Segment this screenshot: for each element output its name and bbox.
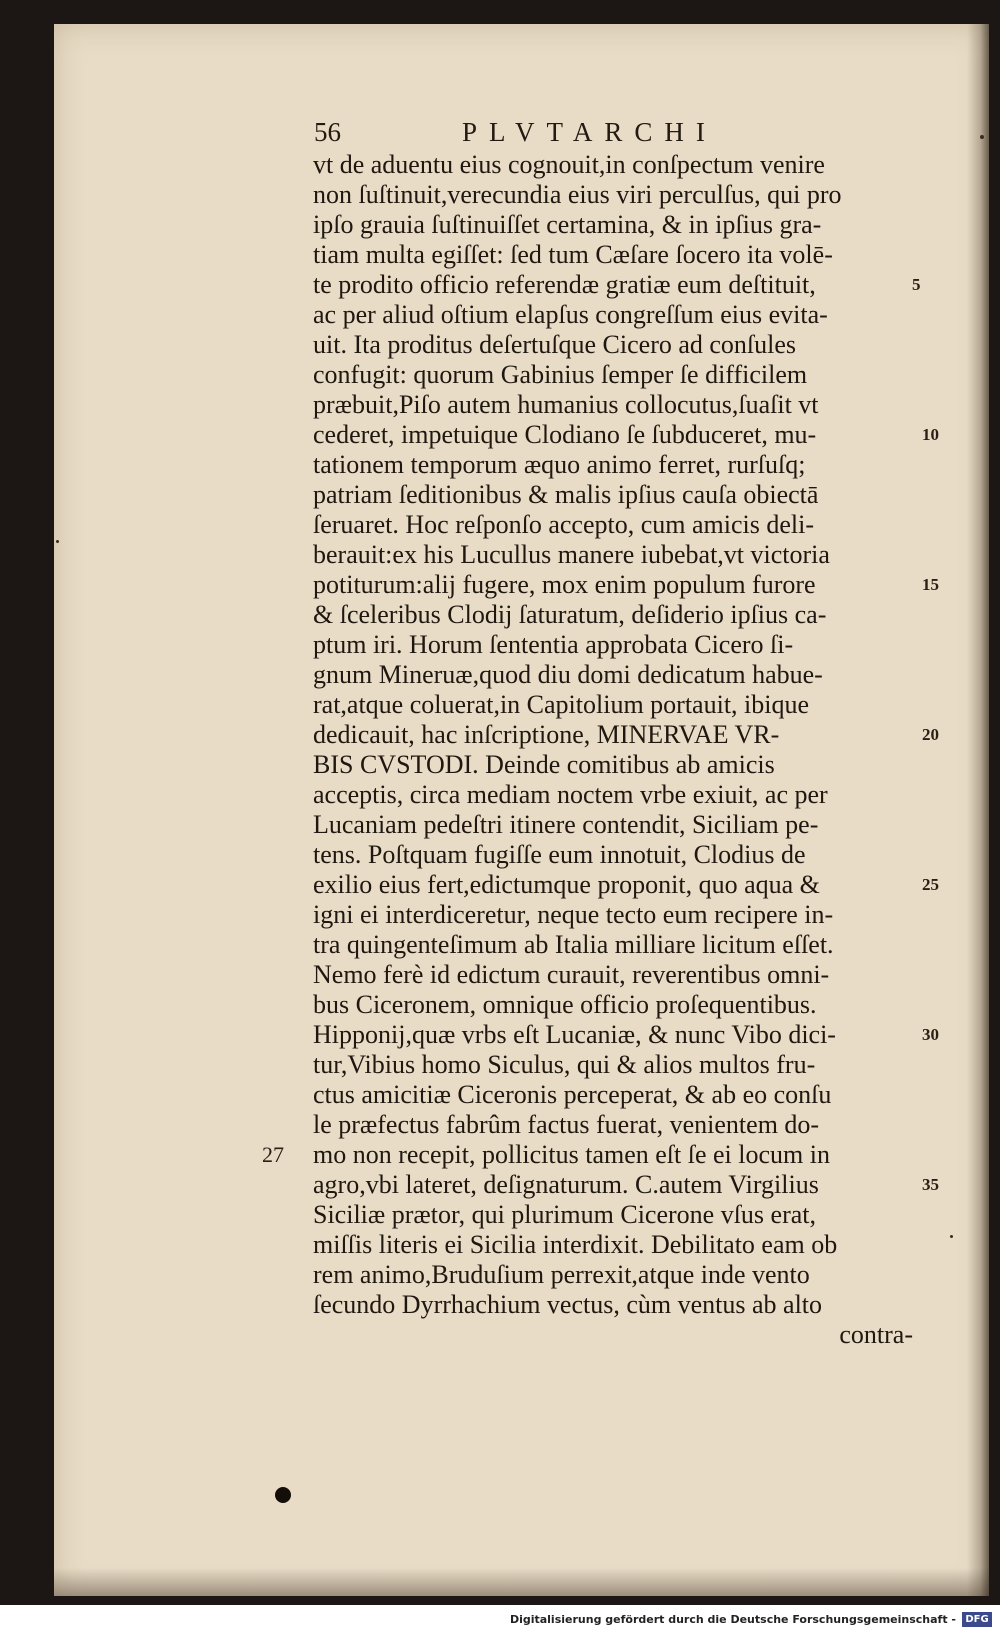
page-header — [314, 112, 774, 152]
page-edge-shadow — [967, 24, 989, 1596]
line-number-35: 35 — [922, 1175, 939, 1194]
running-head: PLVTARCHI — [462, 117, 717, 147]
text-line-20: dedicauit, hac inſcriptione, MINERVAE VR- — [313, 720, 780, 749]
text-line-13: ſeruaret. Hoc reſponſo accepto, cum amicis deli- — [313, 510, 815, 539]
text-line-39: ſecundo Dyrrhachium vectus, cùm ventus ab alto — [313, 1290, 823, 1319]
text-line-35: agro,vbi lateret, deſignaturum. C.autem Virgilius — [313, 1170, 819, 1199]
text-line-38: rem animo,Bruduſium perrexit,atque inde vento — [313, 1260, 810, 1289]
dfg-logo: DFG — [962, 1612, 992, 1627]
margin-note: 27 — [262, 1142, 284, 1167]
text-line-19: rat,atque coluerat,in Capitolium portauit, ibique — [313, 690, 810, 719]
text-line-7: uit. Ita proditus deſertuſque Cicero ad conſules — [313, 330, 797, 359]
page-bottom-shadow — [54, 1568, 989, 1596]
text-line-30: Hipponij,quæ vrbs eſt Lucaniæ, & nunc Vibo dici- — [313, 1020, 836, 1049]
line-number-25: 25 — [922, 875, 939, 894]
text-line-25: exilio eius fert,edictumque proponit, quo aqua & — [313, 870, 820, 899]
ink-speck — [980, 135, 984, 139]
digitization-footer — [0, 1605, 1000, 1637]
ink-speck — [950, 1235, 953, 1238]
text-line-15: potiturum:alij fugere, mox enim populum furore — [313, 570, 816, 599]
line-number-15: 15 — [922, 575, 939, 594]
text-line-17: ptum iri. Horum ſententia approbata Cicero ſi- — [313, 630, 794, 659]
text-line-31: tur,Vibius homo Siculus, qui & alios multos fru- — [313, 1050, 816, 1079]
text-line-27: tra quingenteſimum ab Italia milliare licitum eſſet. — [313, 930, 834, 959]
text-line-16: & ſceleribus Clodij ſaturatum, deſiderio ipſius ca- — [313, 600, 827, 629]
text-line-2: non ſuſtinuit,verecundia eius viri perculſus, qui pro — [313, 180, 842, 209]
page-number: 56 — [314, 117, 341, 147]
text-line-11: tationem temporum æquo animo ferret, rurſuſq; — [313, 450, 806, 479]
text-line-22: acceptis, circa mediam noctem vrbe exiuit, ac per — [313, 780, 828, 809]
line-number-20: 20 — [922, 725, 939, 744]
text-line-4: tiam multa egiſſet: ſed tum Cæſare ſocero ita volē- — [313, 240, 833, 269]
text-line-37: miſſis literis ei Sicilia interdixit. Debilitato eam ob — [313, 1230, 838, 1259]
text-line-26: igni ei interdiceretur, neque tecto eum recipere in- — [313, 900, 834, 929]
text-line-9: præbuit,Piſo autem humanius collocutus,ſuaſit vt — [313, 390, 819, 419]
text-line-34: mo non recepit, pollicitus tamen eſt ſe ei locum in — [313, 1140, 830, 1169]
text-line-29: bus Ciceronem, omnique officio proſequentibus. — [313, 990, 817, 1019]
text-line-36: Siciliæ prætor, qui plurimum Cicerone vſus erat, — [313, 1200, 817, 1229]
text-line-5: te prodito officio referendæ gratiæ eum deſtituit, — [313, 270, 816, 299]
text-line-33: le præfectus fabrûm factus fuerat, venientem do- — [313, 1110, 820, 1139]
line-number-5: 5 — [912, 275, 921, 294]
text-line-21: BIS CVSTODI. Deinde comitibus ab amicis — [313, 750, 775, 779]
text-line-24: tens. Poſtquam fugiſſe eum innotuit, Clodius de — [313, 840, 806, 869]
text-line-8: confugit: quorum Gabinius ſemper ſe difficilem — [313, 360, 808, 389]
body-text — [313, 150, 913, 1350]
text-line-23: Lucaniam pedeſtri itinere contendit, Siciliam pe- — [313, 810, 819, 839]
line-number-10: 10 — [922, 425, 939, 444]
line-number-30: 30 — [922, 1025, 939, 1044]
funding-note: Digitalisierung gefördert durch die Deutsche Forschungsgemeinschaft - — [509, 1613, 956, 1626]
text-line-14: berauit:ex his Lucullus manere iubebat,vt victoria — [313, 540, 830, 569]
ink-blot — [275, 1487, 291, 1503]
text-line-6: ac per aliud oſtium elapſus congreſſum eius evita- — [313, 300, 828, 329]
text-line-1: vt de aduentu eius cognouit,in conſpectum venire — [313, 150, 825, 179]
text-line-18: gnum Mineruæ,quod diu domi dedicatum habue- — [313, 660, 823, 689]
ink-speck — [56, 540, 59, 543]
text-line-28: Nemo ferè id edictum curauit, reverentibus omni- — [313, 960, 830, 989]
text-line-12: patriam ſeditionibus & malis ipſius cauſa obiectā — [313, 480, 819, 509]
text-line-3: ipſo grauia ſuſtinuiſſet certamina, & in ipſius gra- — [313, 210, 822, 239]
text-line-10: cederet, impetuique Clodiano ſe ſubduceret, mu- — [313, 420, 817, 449]
catchword: contra- — [839, 1320, 913, 1349]
text-line-32: ctus amicitiæ Ciceronis perceperat, & ab eo conſu — [313, 1080, 832, 1109]
